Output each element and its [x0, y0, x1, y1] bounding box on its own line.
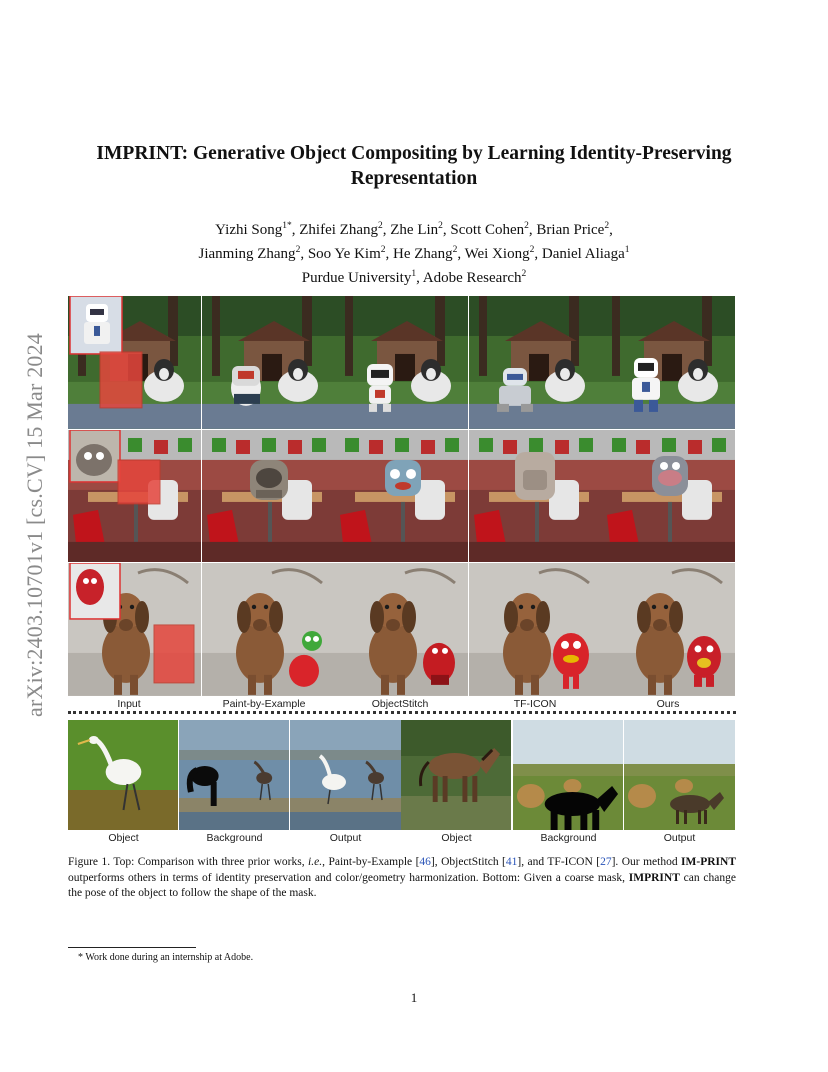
citation-link[interactable]: 46: [419, 856, 431, 868]
arxiv-sidebar: [20, 285, 50, 765]
backpack-row-result-image: [469, 430, 602, 563]
author-superscript: 2: [529, 245, 535, 255]
column-label: TF-ICON: [513, 698, 557, 710]
column-label: Paint-by-Example: [222, 698, 306, 710]
panel-label: Object: [441, 832, 472, 844]
panel-label: Output: [663, 832, 696, 844]
title-line-2: Representation: [350, 168, 478, 189]
dog-row-result-image: [202, 563, 335, 696]
author-name: Soo Ye Kim: [307, 246, 381, 262]
figure-divider: [68, 711, 736, 714]
affiliation-superscript: 1: [411, 269, 417, 279]
author-superscript: 1: [624, 245, 630, 255]
author-name: Brian Price: [536, 222, 605, 238]
title-line-1: IMPRINT: Generative Object Compositing by Learning Identity-Preserving: [96, 143, 732, 164]
author-block: [100, 216, 728, 288]
robot-row-result-image: [335, 296, 468, 429]
paper-title: [60, 141, 768, 191]
author-name: Zhifei Zhang: [299, 222, 378, 238]
column-label: Ours: [656, 698, 680, 710]
figure-caption: Figure 1. Top: Comparison with three prior works, i.e., Paint-by-Example [46], ObjectStitch [41], and TF-ICON [27]. Our method IM-PRINT outperforms others in terms of identity preservation and color/geometry harmonization. Bottom: Given a coarse mask, IMPRINT can change the pose of the object to follow the shape of the mask.: [68, 856, 736, 899]
author-name: Jianming Zhang: [198, 246, 296, 262]
citation-link[interactable]: 41: [505, 856, 518, 868]
author-name: Zhe Lin: [390, 222, 439, 238]
arxiv-id-label: arXiv:2403.10701v1 [cs.CV] 15 Mar 2024: [22, 333, 47, 717]
panel-label: Background: [540, 832, 597, 844]
backpack-row-input-image: [68, 430, 201, 563]
author-superscript: 2: [452, 245, 458, 255]
panel-label: Background: [206, 832, 263, 844]
egret-object-image: [68, 720, 178, 830]
author-superscript: 2: [604, 221, 610, 231]
author-name: Daniel Aliaga: [541, 246, 625, 262]
panel-label: Output: [329, 832, 362, 844]
author-superscript: 2: [378, 221, 383, 231]
horse-object-image: [401, 720, 511, 830]
egret-background-image: [179, 720, 289, 830]
egret-output-image: [290, 720, 401, 830]
author-name: He Zhang: [393, 246, 453, 262]
horse-background-image: [513, 720, 623, 830]
affiliations-line: Purdue University$^1$, Adobe Research$^2$: [301, 269, 527, 286]
backpack-row-result-image: [202, 430, 335, 563]
dog-row-result-image: [602, 563, 735, 696]
dog-row-result-image: [469, 563, 602, 696]
robot-row-result-image: [469, 296, 602, 429]
footnote-rule: [68, 947, 196, 948]
affiliation-superscript: 2: [521, 269, 527, 279]
author-name: Yizhi Song: [215, 222, 283, 238]
author-superscript: 1*: [282, 221, 292, 231]
robot-row-result-image: [602, 296, 735, 429]
column-label: Input: [117, 698, 141, 710]
affiliation-name: Adobe Research: [422, 270, 522, 286]
footnote: * Work done during an internship at Adobe.: [78, 952, 254, 963]
dog-row-result-image: [335, 563, 468, 696]
citation-link[interactable]: 27: [600, 856, 612, 868]
affiliation-name: Purdue University: [301, 270, 412, 286]
page-number: 1: [410, 990, 418, 1005]
robot-row-result-image: [202, 296, 335, 429]
author-superscript: 2: [524, 221, 529, 231]
author-superscript: 2: [380, 245, 386, 255]
author-superscript: 2: [295, 245, 301, 255]
author-name: Wei Xiong: [464, 246, 530, 262]
backpack-row-result-image: [602, 430, 735, 563]
column-label: ObjectStitch: [371, 698, 429, 710]
dog-row-input-image: [68, 563, 201, 696]
panel-label: Object: [108, 832, 139, 844]
robot-row-input-image: [68, 296, 201, 429]
authors-line-1: Yizhi Song$^{1*}$, Zhifei Zhang$^2$, Zhe Lin$^2$, Scott Cohen$^2$, Brian Price$^2$,: [215, 221, 613, 238]
backpack-row-result-image: [335, 430, 468, 563]
authors-line-2: Jianming Zhang$^2$, Soo Ye Kim$^2$, He Zhang$^2$, Wei Xiong$^2$, Daniel Aliaga$^1$: [198, 245, 630, 262]
author-name: Scott Cohen: [450, 222, 525, 238]
author-superscript: 2: [438, 221, 443, 231]
horse-output-image: [624, 720, 735, 830]
